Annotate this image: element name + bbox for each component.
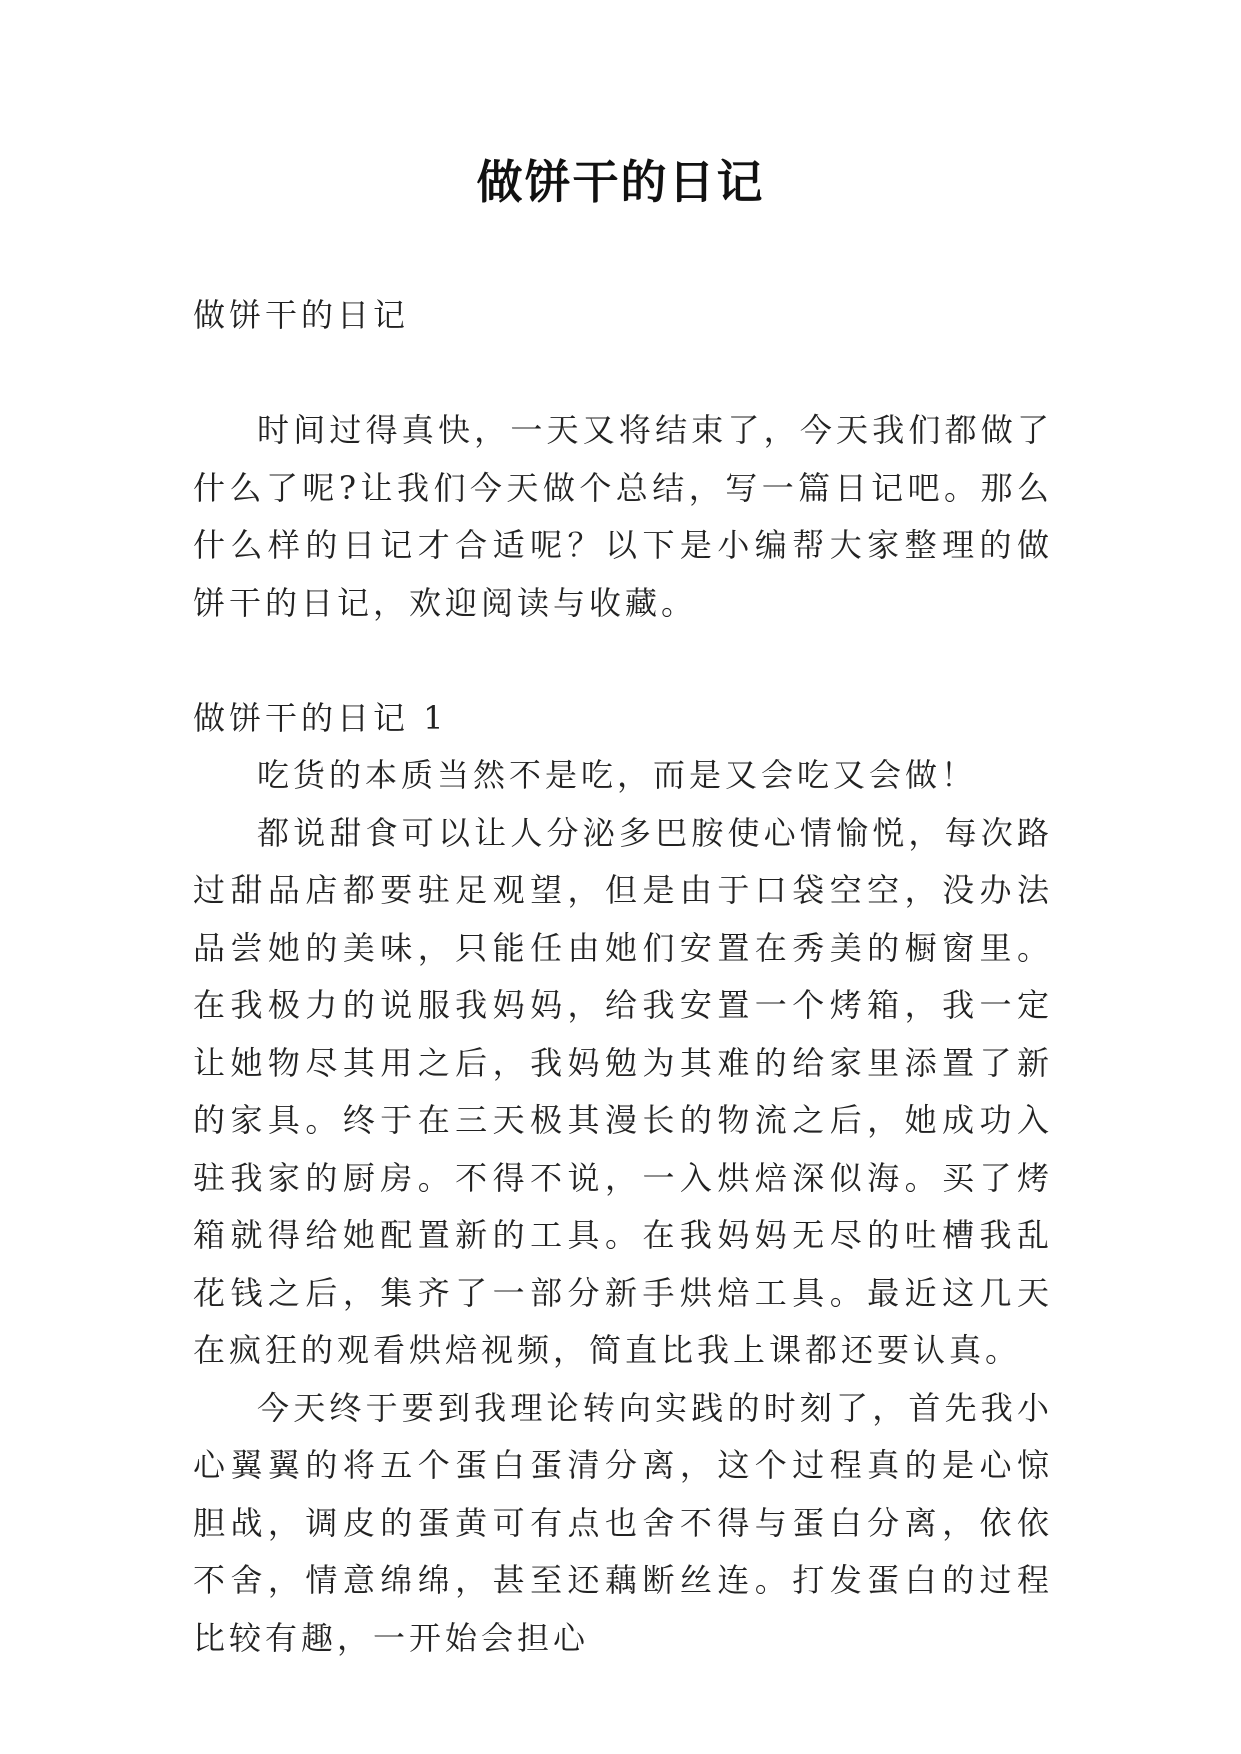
body-paragraph-2: 都说甜食可以让人分泌多巴胺使心情愉悦，每次路过甜品店都要驻足观望，但是由于口袋空空，没办法品尝她的美味，只能任由她们安置在秀美的橱窗里。在我极力的说服我妈妈，给我安置一个烤箱，我一定让她物尽其用之后，我妈勉为其难的给家里添置了新的家具。终于在三天极其漫长的物流之后，她成功入驻我家的厨房。不得不说，一入烘焙深似海。买了烤箱就得给她配置新的工具。在我妈妈无尽的吐槽我乱花钱之后，集齐了一部分新手烘焙工具。最近这几天在疯狂的观看烘焙视频，简直比我上课都还要认真。	[193, 813, 1053, 1369]
document-title: 做饼干的日记	[476, 155, 765, 209]
section-heading: 做饼干的日记 1	[193, 698, 448, 737]
intro-paragraph: 时间过得真快，一天又将结束了，今天我们都做了什么了呢?让我们今天做个总结，写一篇日记吧。那么什么样的日记才合适呢？以下是小编帮大家整理的做饼干的日记，欢迎阅读与收藏。	[193, 411, 1053, 622]
body-paragraph-1: 吃货的本质当然不是吃，而是又会吃又会做！	[257, 756, 978, 794]
document-subtitle: 做饼干的日记	[193, 296, 410, 334]
body-paragraph-3: 今天终于要到我理论转向实践的时刻了，首先我小心翼翼的将五个蛋白蛋清分离，这个过程真的是心惊胆战，调皮的蛋黄可有点也舍不得与蛋白分离，依依不舍，情意绵绵，甚至还藕断丝连。打发蛋白的过程比较有趣，一开始会担心	[193, 1388, 1053, 1657]
document-body	[193, 287, 1053, 1667]
